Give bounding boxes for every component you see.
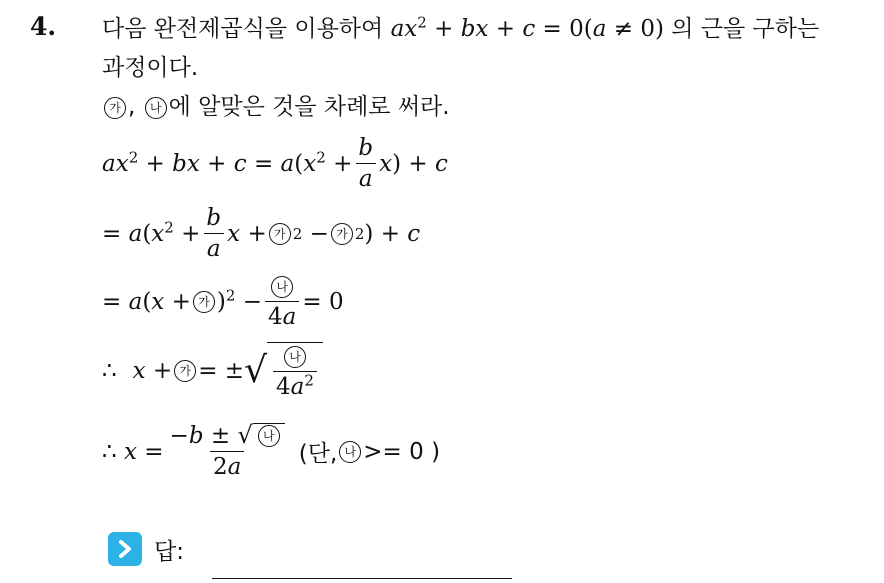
answer-label: 답: bbox=[154, 538, 184, 565]
circle-mark-na: 나 bbox=[258, 425, 280, 447]
circle-mark-ga: 가 bbox=[269, 223, 291, 245]
circle-mark-na: 나 bbox=[284, 346, 306, 368]
step-4: ∴ x + 가 = ± √ $\frac{\text{나}}{4a^2}$ bbox=[102, 342, 323, 400]
fraction-na-over-4a: $\frac{\text{나}}{4a}$ bbox=[265, 273, 299, 330]
fraction-b-over-a: $\frac{b}{a}$ bbox=[355, 135, 376, 192]
square-root: √ $\frac{\text{나}}{4a^2}$ bbox=[244, 342, 323, 400]
question-number: 4. bbox=[30, 12, 57, 41]
question-text: 다음 완전제곱식을 이용하여 bbox=[102, 16, 384, 42]
quadratic-formula-fraction: −b ± √ 나 2a bbox=[167, 423, 288, 480]
step-3: = a(x + 가 )$^2$ − $\frac{\text{나}}{4a}$ = 0 bbox=[102, 273, 344, 330]
step-2: = $a(x^2$ + $\frac{b}{a}$ x + 가 2 − 가 2 ) + c bbox=[102, 205, 421, 262]
circle-mark-ga: 가 bbox=[193, 291, 215, 313]
answer-input-line[interactable] bbox=[212, 578, 512, 579]
question-line-1 bbox=[102, 13, 819, 45]
answer-area bbox=[108, 532, 184, 566]
circle-mark-na: 나 bbox=[145, 97, 167, 119]
circle-mark-ga: 가 bbox=[174, 360, 196, 382]
circle-mark-na: 나 bbox=[271, 276, 293, 298]
question-line-2: 과정이다. bbox=[102, 55, 199, 81]
question-line-3: 가 , 나 에 알맞은 것을 차례로 써라. bbox=[102, 91, 450, 123]
fraction-b-over-a-2: $\frac{b}{a}$ bbox=[203, 205, 224, 262]
step-5: ∴ x = −b ± √ 나 2a (단, 나 >= 0 ) bbox=[102, 421, 441, 480]
circle-mark-ga: 가 bbox=[331, 223, 353, 245]
circle-mark-na: 나 bbox=[339, 441, 361, 463]
equation: $ax^2$ + bx + c = 0(a ≠ 0) bbox=[390, 13, 672, 42]
step-1: $ax^2$ + bx + $c = a(x^2$ + $\frac{b}{a}$ x) + c bbox=[102, 135, 448, 192]
chevron-right-icon bbox=[108, 532, 142, 566]
question-text-tail: 의 근을 구하는 bbox=[671, 16, 820, 42]
instruction-text: 에 알맞은 것을 차례로 써라. bbox=[168, 94, 450, 120]
circle-mark-ga: 가 bbox=[104, 97, 126, 119]
fraction-na-over-4a2: $\frac{\text{나}}{4a^2}$ bbox=[273, 343, 317, 400]
